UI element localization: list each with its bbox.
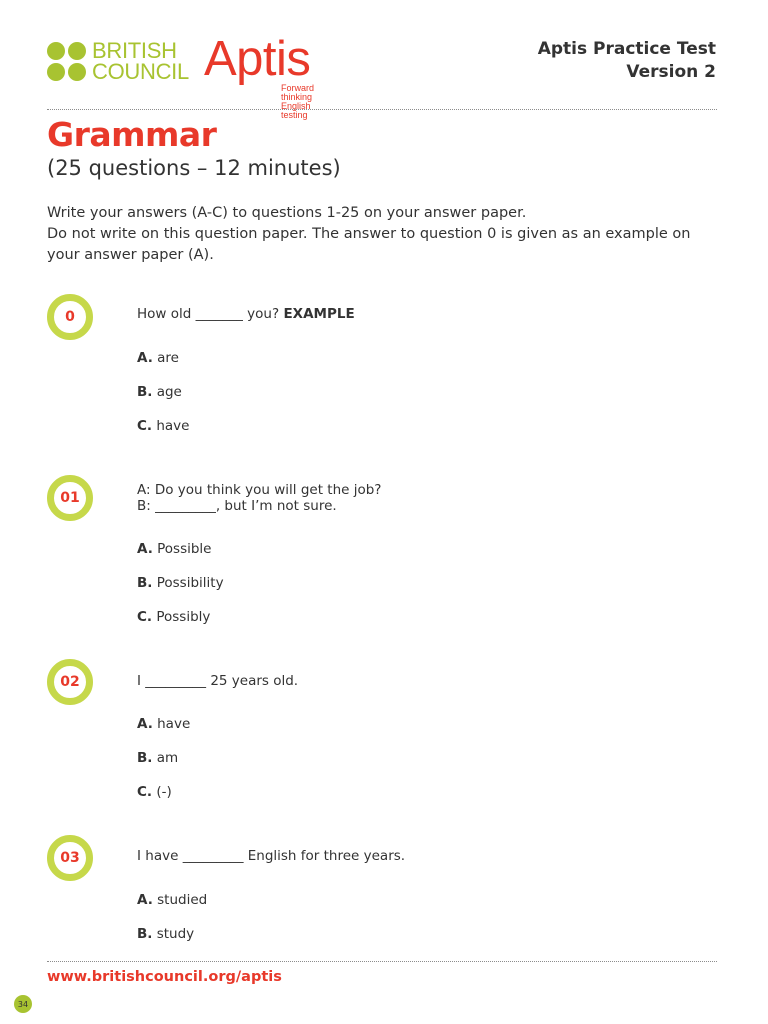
british-council-aptis-logo [47,32,337,120]
test-version-heading [538,38,716,84]
instructions [47,203,727,266]
tagline-line-2: English testing [281,101,311,120]
council-text: COUNCIL [92,59,189,84]
option-b: B. Possibility [137,575,224,591]
header-line-2: Version 2 [626,62,716,82]
instruction-line: your answer paper (A). [47,247,214,263]
british-council-dots-icon [47,42,87,82]
option-c: C. Possibly [137,609,211,625]
question-text-line: A: Do you think you will get the job? [137,482,382,498]
header-line-1: Aptis Practice Test [537,39,716,59]
question-text: I have _________ English for three years. [137,848,406,864]
header-divider [47,109,717,110]
instruction-line: Do not write on this question paper. The answer to question 0 is given as an example on [47,226,691,242]
option-a: A. are [137,350,179,366]
question-text: How old _______ you? [137,306,280,322]
page-title: Grammar [47,115,217,154]
option-a: A. studied [137,892,208,908]
option-a: A. Possible [137,541,212,557]
instruction-line: Write your answers (A-C) to questions 1-25 on your answer paper. [47,205,527,221]
option-b: B. age [137,384,182,400]
option-b: B. am [137,750,179,766]
british-council-wordmark [92,40,189,82]
page-subtitle: (25 questions – 12 minutes) [47,156,341,180]
tagline-line-1: Forward thinking [281,83,315,102]
option-a: A. have [137,716,191,732]
aptis-wordmark: Aptis [204,32,311,86]
question-number-badge: 01 [47,475,93,521]
question-number-badge: 0 [47,294,93,340]
footer-divider [47,961,717,962]
question-number-badge: 03 [47,835,93,881]
aptis-tagline [281,84,337,120]
question-text: I _________ 25 years old. [137,673,299,689]
question-text-line: B: _________, but I’m not sure. [137,498,337,514]
option-c: C. (-) [137,784,172,800]
option-b: B. study [137,926,195,942]
question-prompt [137,673,298,689]
question-number-badge: 02 [47,659,93,705]
page-number-badge: 34 [14,995,32,1013]
example-tag: EXAMPLE [283,306,355,322]
footer-url-link[interactable]: www.britishcouncil.org/aptis [47,969,282,985]
question-prompt [137,306,355,322]
british-text: BRITISH [92,38,177,63]
question-prompt [137,482,381,514]
question-prompt [137,848,405,864]
option-c: C. have [137,418,190,434]
